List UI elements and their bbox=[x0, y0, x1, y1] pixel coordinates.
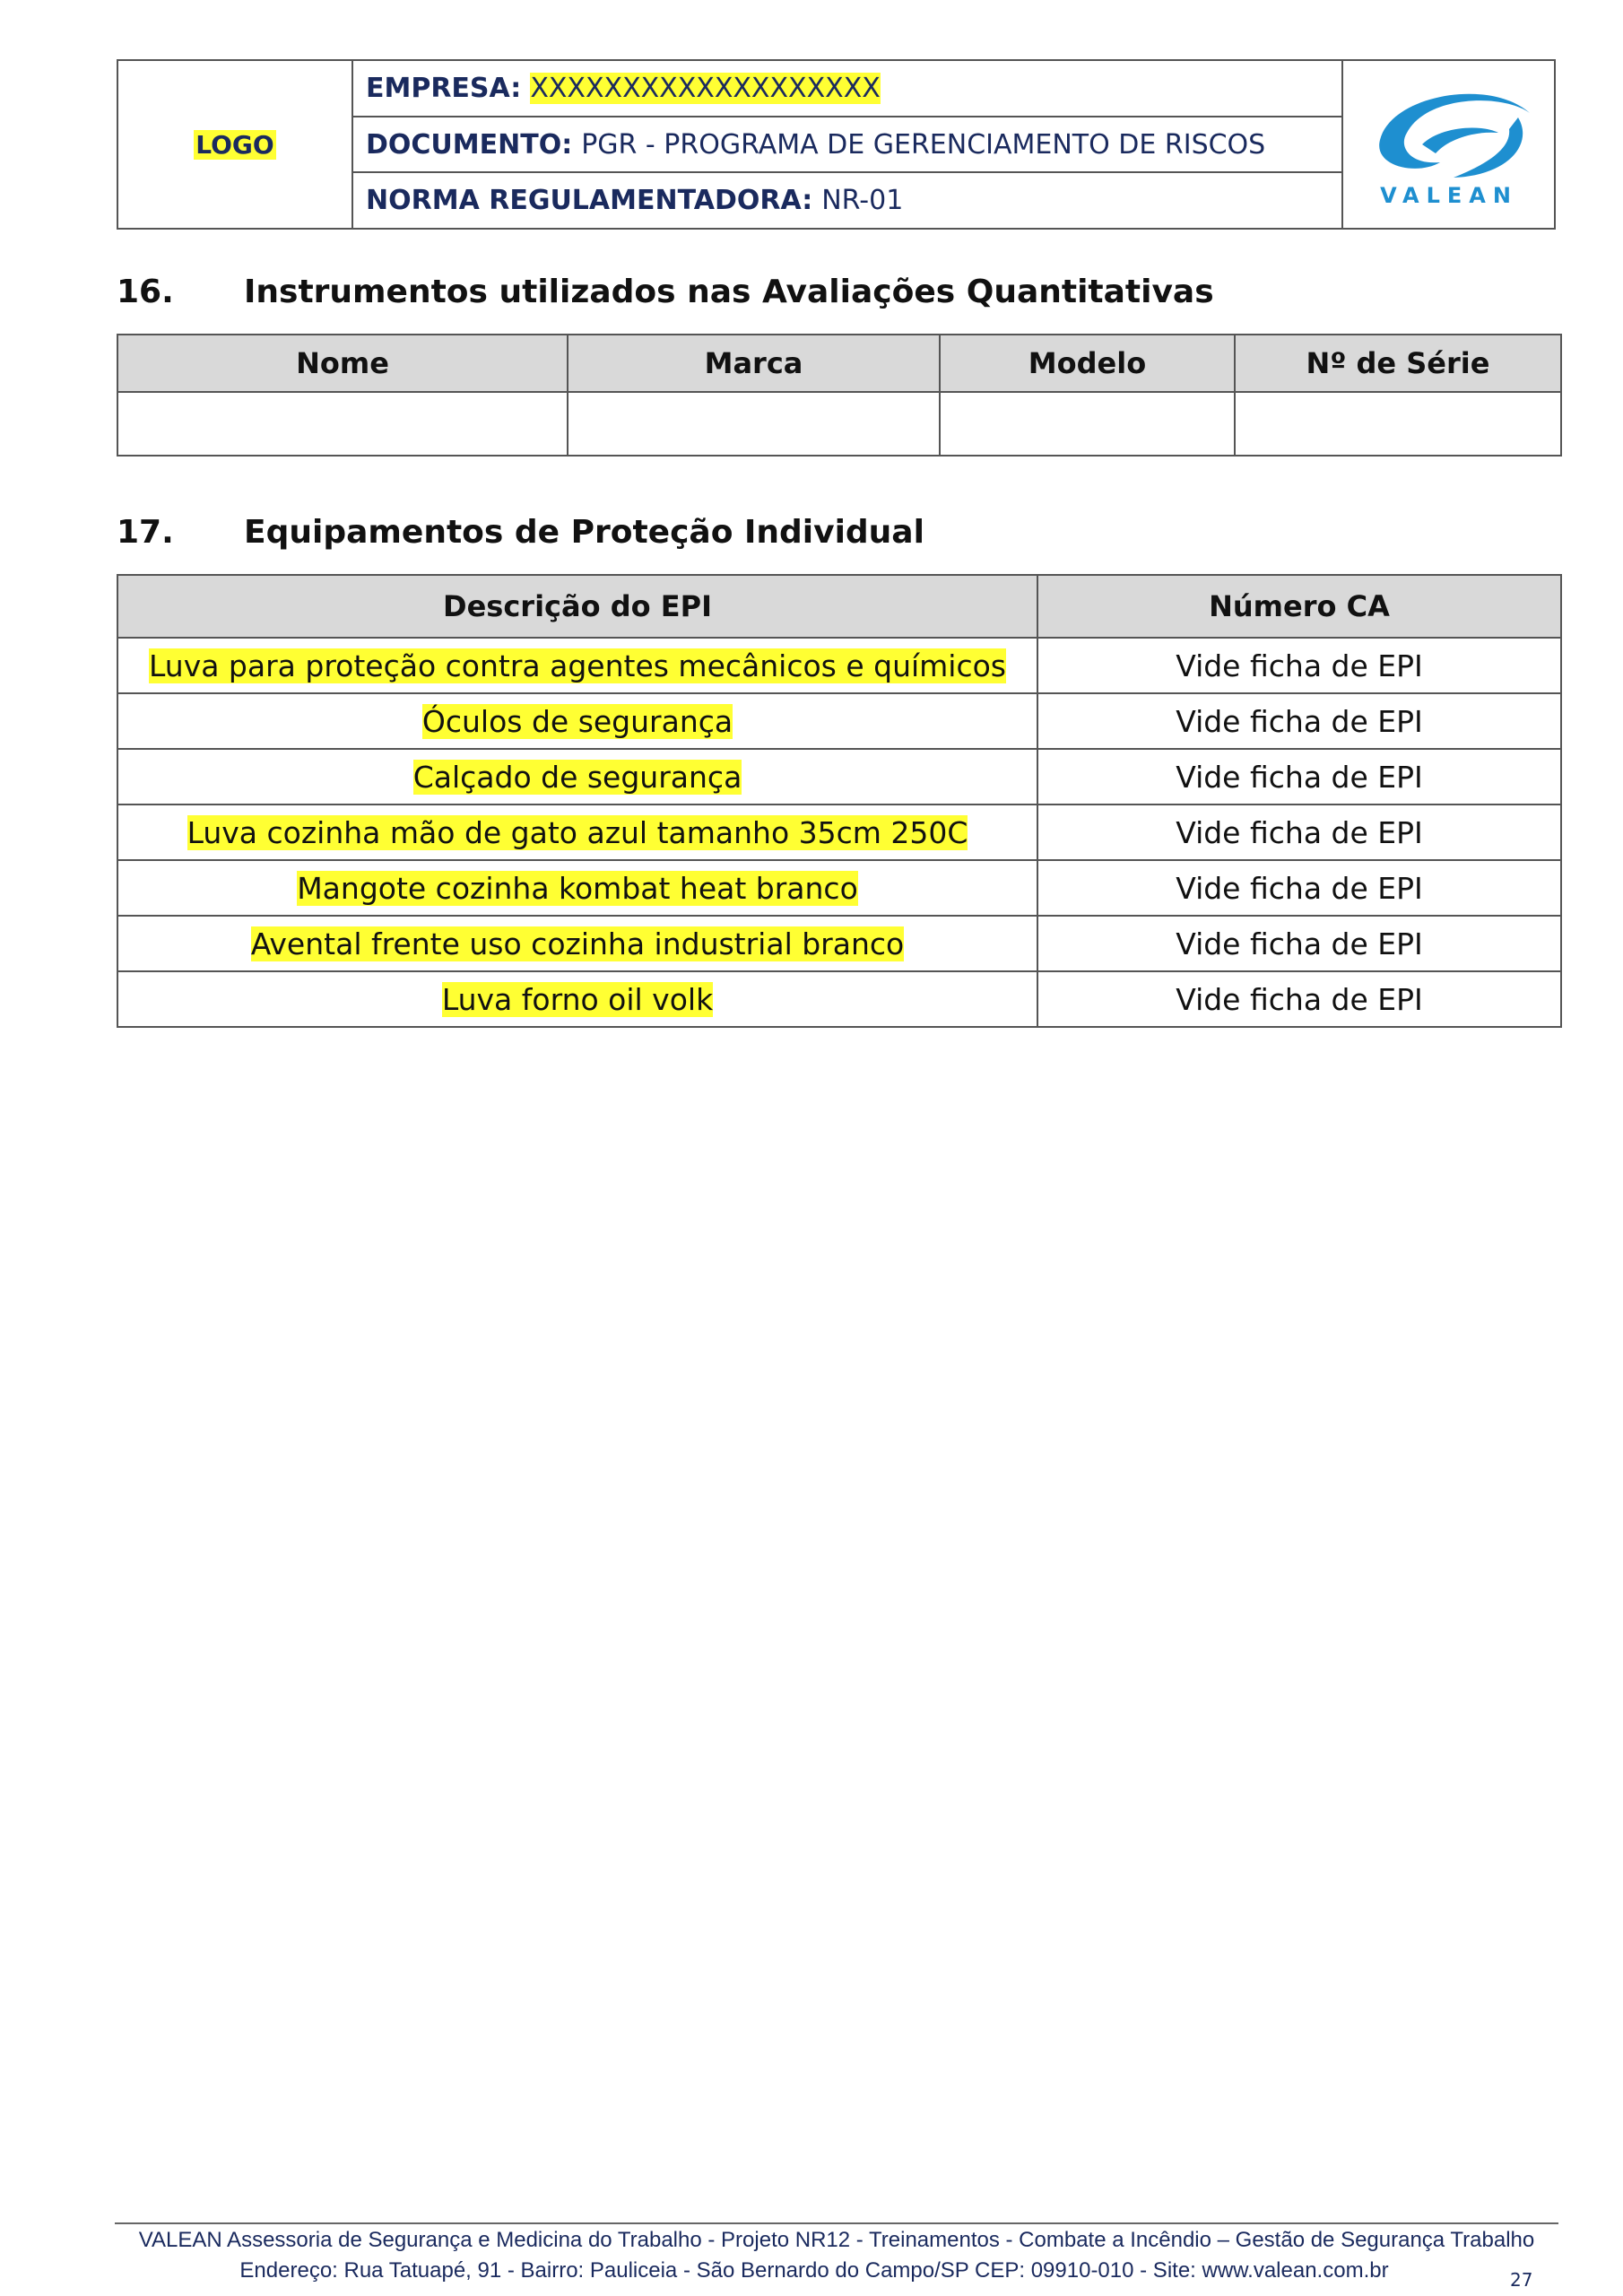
column-header-modelo: Modelo bbox=[940, 335, 1235, 392]
epi-ca: Vide ficha de EPI bbox=[1037, 916, 1561, 971]
section-16-heading: Instrumentos utilizados nas Avaliações Quantitativas bbox=[244, 274, 1214, 310]
instruments-header-row bbox=[117, 335, 1561, 392]
table-row bbox=[117, 638, 1561, 693]
column-header-serie: Nº de Série bbox=[1235, 335, 1561, 392]
epi-ca: Vide ficha de EPI bbox=[1037, 860, 1561, 916]
footer-line-1: VALEAN Assessoria de Segurança e Medicina do Trabalho - Projeto NR12 - Treinamentos - Combate a Incêndio – Gestão de Segurança Trabalho bbox=[138, 2228, 1535, 2252]
company-value: XXXXXXXXXXXXXXXXXXX bbox=[530, 72, 881, 104]
epi-description-cell bbox=[117, 916, 1037, 971]
section-16-title bbox=[117, 274, 1214, 310]
epi-description: Avental frente uso cozinha industrial branco bbox=[250, 926, 905, 961]
document-value: PGR - PROGRAMA DE GERENCIAMENTO DE RISCOS bbox=[581, 128, 1266, 161]
instruments-table bbox=[117, 334, 1562, 457]
epi-description: Luva para proteção contra agentes mecânicos e químicos bbox=[148, 648, 1007, 683]
epi-description: Luva cozinha mão de gato azul tamanho 35cm 250C bbox=[187, 814, 968, 850]
table-row bbox=[117, 392, 1561, 456]
table-row bbox=[117, 749, 1561, 804]
epi-ca: Vide ficha de EPI bbox=[1037, 971, 1561, 1027]
epi-description-cell bbox=[117, 804, 1037, 860]
epi-description: Óculos de segurança bbox=[421, 703, 733, 739]
epi-description-cell bbox=[117, 971, 1037, 1027]
table-cell bbox=[940, 392, 1235, 456]
column-header-nome: Nome bbox=[117, 335, 568, 392]
table-row bbox=[117, 804, 1561, 860]
company-label: EMPRESA: bbox=[366, 72, 522, 104]
norm-value: NR-01 bbox=[821, 185, 904, 217]
brand-name: VALEAN bbox=[1379, 183, 1518, 208]
table-row bbox=[117, 693, 1561, 749]
logo-placeholder-cell bbox=[118, 61, 353, 228]
section-17-heading: Equipamentos de Proteção Individual bbox=[244, 514, 924, 551]
table-row bbox=[117, 860, 1561, 916]
section-16-number: 16. bbox=[117, 274, 174, 310]
norm-label: NORMA REGULAMENTADORA: bbox=[366, 185, 813, 217]
table-row bbox=[117, 971, 1561, 1027]
document-header bbox=[117, 59, 1556, 230]
logo-placeholder: LOGO bbox=[195, 129, 274, 160]
table-cell bbox=[117, 392, 568, 456]
norm-row bbox=[353, 173, 1341, 228]
table-cell bbox=[568, 392, 940, 456]
epi-description-cell bbox=[117, 749, 1037, 804]
page-number: 27 bbox=[1510, 2269, 1533, 2291]
epi-ca: Vide ficha de EPI bbox=[1037, 749, 1561, 804]
section-17-number: 17. bbox=[117, 514, 174, 551]
column-header-marca: Marca bbox=[568, 335, 940, 392]
epi-description: Luva forno oil volk bbox=[441, 981, 714, 1017]
section-17-title bbox=[117, 514, 924, 551]
valean-logo-icon bbox=[1355, 77, 1543, 212]
company-row bbox=[353, 61, 1341, 117]
epi-description: Calçado de segurança bbox=[412, 759, 742, 795]
epi-description-cell bbox=[117, 638, 1037, 693]
table-cell bbox=[1235, 392, 1561, 456]
document-row bbox=[353, 117, 1341, 174]
table-row bbox=[117, 916, 1561, 971]
footer-line-2: Endereço: Rua Tatuapé, 91 - Bairro: Pauliceia - São Bernardo do Campo/SP CEP: 09910-010 - Site: www.valean.com.br bbox=[239, 2258, 1389, 2283]
column-header-numero-ca: Número CA bbox=[1037, 575, 1561, 638]
epi-ca: Vide ficha de EPI bbox=[1037, 804, 1561, 860]
epi-description-cell bbox=[117, 860, 1037, 916]
column-header-descricao: Descrição do EPI bbox=[117, 575, 1037, 638]
document-label: DOCUMENTO: bbox=[366, 128, 573, 161]
epi-ca: Vide ficha de EPI bbox=[1037, 693, 1561, 749]
epi-ca: Vide ficha de EPI bbox=[1037, 638, 1561, 693]
footer-divider bbox=[115, 2222, 1558, 2224]
epi-description: Mangote cozinha kombat heat branco bbox=[297, 870, 858, 906]
header-info bbox=[353, 61, 1343, 228]
epi-table bbox=[117, 574, 1562, 1028]
epi-description-cell bbox=[117, 693, 1037, 749]
brand-cell bbox=[1343, 61, 1554, 228]
epi-header-row bbox=[117, 575, 1561, 638]
